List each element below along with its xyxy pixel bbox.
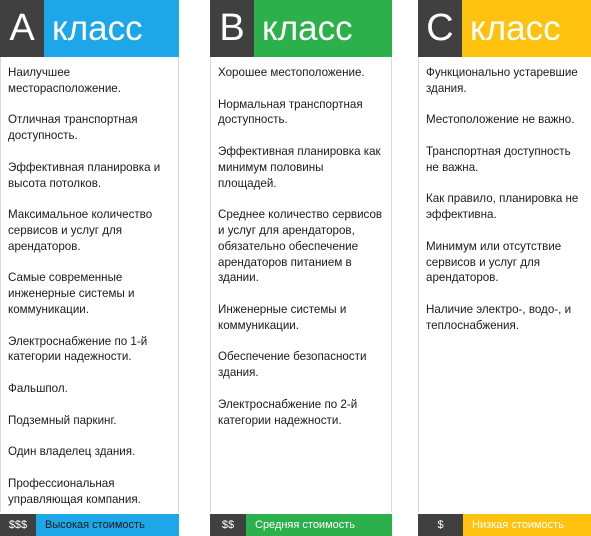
feature-item: Один владелец здания. (8, 445, 136, 459)
feature-item: Максимальное количество сервисов и услуг для арендаторов. (8, 208, 153, 253)
feature-item: Отличная транспортная доступность. (8, 113, 138, 143)
feature-item: Наилучшее месторасположение. (8, 66, 121, 95)
feature-item: Транспортная доступность не важна. (426, 144, 571, 174)
class-c-letter: C (418, 0, 462, 57)
class-a-title: класс (44, 0, 179, 57)
feature-item: Самые современные инженерные системы и коммуникации. (8, 271, 135, 316)
feature-item: Электроснабжение по 2-й категории надежности. (218, 397, 358, 427)
class-a-letter: A (0, 0, 44, 57)
feature-item: Фальшпол. (8, 381, 68, 395)
feature-item: Обеспечение безопасности здания. (218, 350, 367, 380)
class-b-title: класс (254, 0, 392, 57)
class-b-header (210, 0, 392, 57)
feature-item: Наличие электро-, водо-, и теплоснабжения. (426, 302, 572, 332)
feature-item: Хорошее местоположение. (218, 66, 365, 79)
feature-item: Электроснабжение по 1-й категории надежности. (8, 334, 148, 364)
feature-item: Эффективная планировка и высота потолков. (8, 160, 161, 190)
class-c-feature-list (419, 57, 591, 334)
class-a-header (0, 0, 179, 57)
feature-item: Профессиональная управляющая компания. (8, 476, 141, 506)
feature-item: Подземный паркинг. (8, 413, 117, 427)
feature-item: Минимум или отсутствие сервисов и услуг для арендаторов. (426, 239, 562, 285)
class-c-title: класс (462, 0, 591, 57)
feature-item: Инженерные системы и коммуникации. (218, 302, 347, 332)
feature-item: Нормальная транспортная доступность. (218, 97, 363, 127)
feature-item: Местоположение не важно. (426, 113, 575, 127)
feature-item: Эффективная планировка как минимум половины площадей. (218, 144, 381, 190)
class-a-body (0, 57, 179, 512)
class-b-price-badge: $$ (210, 514, 246, 536)
class-c-footer (418, 514, 591, 536)
class-b-cost-label: Средняя стоимость (246, 514, 392, 536)
class-b-feature-list (211, 57, 391, 428)
class-a-footer (0, 514, 179, 536)
class-b-letter: B (210, 0, 254, 57)
class-b-footer (210, 514, 392, 536)
class-a-cost-label: Высокая стоимость (36, 514, 179, 536)
class-c-body (418, 57, 591, 512)
class-a-feature-list (1, 57, 178, 507)
class-c-column (418, 0, 591, 536)
feature-item: Среднее количество сервисов и услуг для арендаторов, обязательно обеспечение арендаторов питанием в здании. (218, 208, 383, 285)
class-c-cost-label: Низкая стоимость (463, 514, 591, 536)
class-c-header (418, 0, 591, 57)
class-b-column (210, 0, 392, 536)
class-b-body (210, 57, 392, 512)
class-c-price-badge: $ (418, 514, 463, 536)
class-a-column (0, 0, 179, 536)
feature-item: Как правило, планировка не эффективна. (426, 192, 579, 222)
class-a-price-badge: $$$ (0, 514, 36, 536)
feature-item: Функционально устаревшие здания. (426, 66, 578, 95)
